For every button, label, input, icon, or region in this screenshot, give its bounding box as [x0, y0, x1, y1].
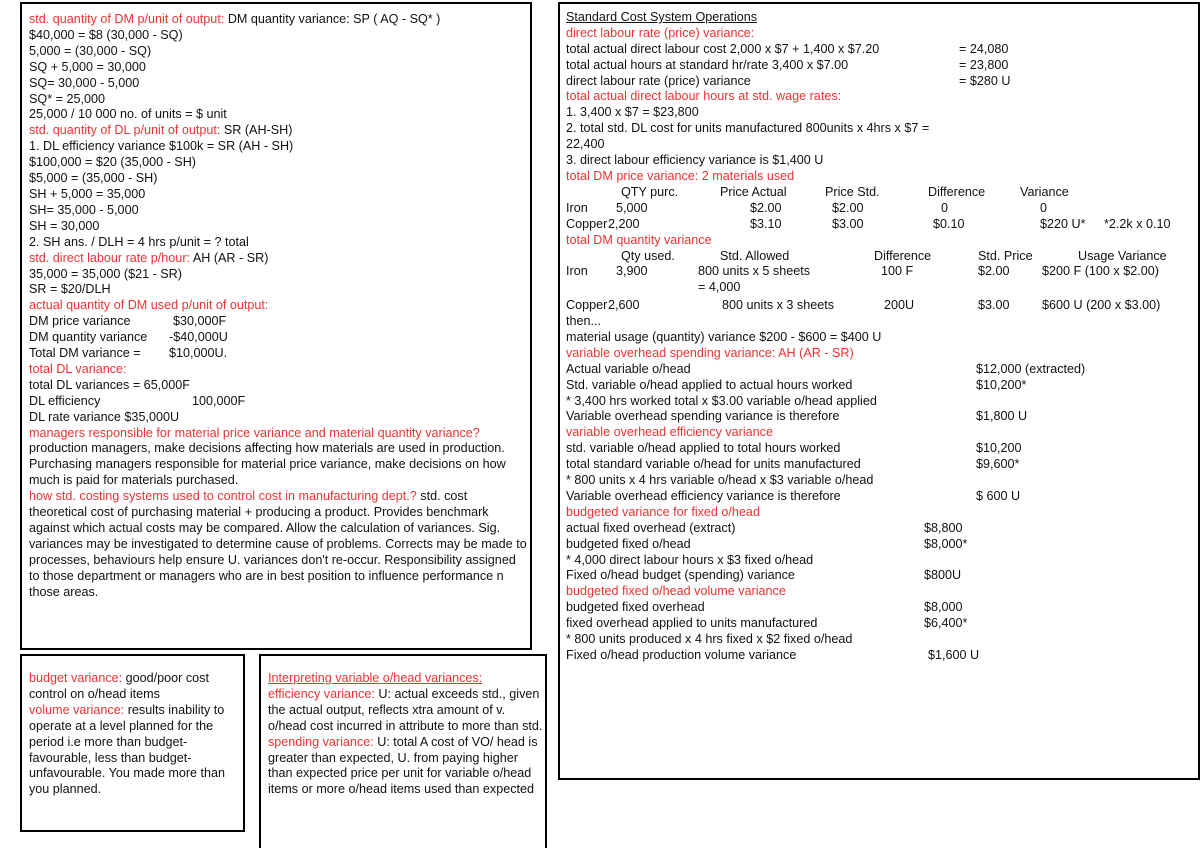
efficiency-variance-text: U: actual exceeds std., given the actual output, reflects xtra amount of v. o/head cost incurred in attribute to more than std.: [268, 686, 543, 733]
managers-question: managers responsible for material price variance and material quantity variance?: [29, 425, 480, 440]
budget-variance-text: good/poor cost control on o/head items: [29, 671, 209, 701]
then-line: then...: [566, 314, 602, 329]
interpreting-title: Interpreting variable o/head variances:: [268, 671, 483, 685]
fixed-budget-line: [566, 568, 1198, 584]
vo-efficiency-heading: variable overhead efficiency variance: [566, 425, 773, 440]
formula-line: [29, 282, 530, 298]
column-header: Std. Price: [978, 248, 1033, 263]
vo-efficiency-line: [566, 441, 1198, 457]
dm-row-value: -$40,000U: [169, 330, 228, 345]
labour-rate-line: [566, 42, 1198, 58]
column-header: Difference: [928, 184, 986, 199]
vo-spending-line: [566, 409, 1198, 425]
std-costing-question: how std. costing systems used to control cost in manufacturing dept.?: [29, 489, 417, 504]
formula-text: SQ= 30,000 - 5,000: [29, 75, 140, 90]
line-label: std. variable o/head applied to total hours worked: [566, 441, 841, 456]
std-allowed-total: = 4,000: [698, 280, 741, 295]
dm-row-value: $10,000U.: [169, 346, 228, 360]
line-label: Fixed o/head production volume variance: [566, 647, 797, 662]
box1-formula-lines: [29, 12, 530, 314]
dm-row-label: Total DM variance =: [29, 346, 141, 360]
vo-spending-line: [566, 378, 1198, 394]
dm-row-label: DM quantity variance: [29, 330, 148, 345]
spending-variance-label: spending variance:: [268, 734, 374, 749]
labour-rate-label: direct labour rate (price) variance: [566, 73, 751, 88]
table-row: [566, 201, 1198, 217]
column-header: Variance: [1020, 184, 1069, 199]
managers-answer: production managers, make decisions affecting how materials are used in production. Purchasing managers responsible for material price variance, make decisions on how much is paid for materials purchased.: [29, 441, 506, 488]
formula-line: [29, 251, 530, 267]
section-heading: std. direct labour rate p/hour:: [29, 250, 191, 265]
formula-text: $100,000 = $20 (35,000 - SH): [29, 155, 196, 170]
qty-used: 2,600: [608, 298, 640, 313]
formula-line: [29, 219, 530, 235]
line-label: * 4,000 direct labour hours x $3 fixed o/head: [566, 552, 814, 567]
vo-efficiency-line: [566, 489, 1198, 505]
formula-line: [29, 187, 530, 203]
line-value: $9,600*: [976, 457, 1020, 472]
fixed-budget-line: [566, 553, 1198, 569]
formula-line: [29, 267, 530, 283]
vo-efficiency-line: [566, 473, 1198, 489]
formula-text: SQ* = 25,000: [29, 91, 105, 106]
line-value: $8,000: [924, 600, 963, 615]
dm-row: [29, 314, 530, 330]
formula-line: [29, 60, 530, 76]
formula-text: SH = 30,000: [29, 218, 100, 233]
formula-text: SH + 5,000 = 35,000: [29, 186, 146, 201]
line-value: $10,200*: [976, 377, 1027, 392]
std-costing-answer: std. cost theoretical cost of purchasing material + producing a product. Provides benchmark against which actual costs may be compared. Allow the calculation of variances. Sig. variances may be investigated to determine cause of problems. Corrects may be made to processes, behaviours help ensure U. variances don't re-occur. Responsibility assigned to those department or managers who are in best position to influence performance n those areas.: [29, 489, 527, 599]
dm-quantity-table: [566, 249, 1198, 315]
managers-paragraph: [29, 426, 527, 490]
labour-rate-value: = 23,800: [959, 57, 1009, 72]
formula-text: SQ + 5,000 = 30,000: [29, 59, 146, 74]
material-name: Iron: [566, 200, 588, 215]
dm-row: [29, 330, 530, 346]
labour-hours-line: 1. 3,400 x $7 = $23,800: [566, 105, 699, 120]
formula-text: DM quantity variance: SP ( AQ - SQ* ): [224, 12, 441, 26]
formula-text: $5,000 = (35,000 - SH): [29, 171, 158, 186]
line-label: fixed overhead applied to units manufactured: [566, 616, 818, 631]
fixed-volume-line: [566, 600, 1198, 616]
line-label: Fixed o/head budget (spending) variance: [566, 568, 795, 583]
formula-text: 5,000 = (30,000 - SQ): [29, 43, 152, 58]
labour-rate-line: [566, 74, 1198, 90]
labour-rate-label: total actual hours at standard hr/rate 3,400 x $7.00: [566, 57, 849, 72]
fixed-volume-line: [566, 616, 1198, 632]
std-price: $2.00: [978, 264, 1010, 279]
line-value: $10,200: [976, 441, 1022, 456]
labour-hours-heading: total actual direct labour hours at std. wage rates:: [566, 89, 842, 104]
column-header: Qty used.: [621, 248, 675, 263]
formula-line: [29, 203, 530, 219]
price-std: $3.00: [832, 216, 864, 231]
labour-hours-line: 2. total std. DL cost for units manufactured 800units x 4hrs x $7 =: [566, 121, 930, 136]
qty-purchased: 5,000: [616, 200, 648, 215]
line-label: * 800 units x 4 hrs variable o/head x $3 variable o/head: [566, 473, 874, 488]
left-notes-panel: [20, 2, 532, 650]
spending-variance-note: [268, 735, 544, 799]
column-header: QTY purc.: [621, 184, 679, 199]
efficiency-variance-note: [268, 687, 544, 735]
formula-line: [29, 139, 530, 155]
line-value: $6,400*: [924, 616, 968, 631]
line-label: total standard variable o/head for units manufactured: [566, 457, 861, 472]
table-row: [566, 298, 1198, 314]
formula-text: SR = $20/DLH: [29, 282, 111, 297]
line-label: Std. variable o/head applied to actual hours worked: [566, 377, 853, 392]
usage-variance: $600 U (200 x $3.00): [1042, 298, 1161, 313]
fixed-budget-line: [566, 537, 1198, 553]
table-row-continued: [566, 280, 1198, 296]
volume-variance-label: volume variance:: [29, 702, 125, 717]
price-difference: $0.10: [933, 216, 965, 231]
dl-row-value: 100,000F: [192, 393, 246, 408]
formula-text: 25,000 / 10 000 no. of units = $ unit: [29, 107, 227, 122]
line-label: budgeted fixed overhead: [566, 600, 705, 615]
section-heading: std. quantity of DM p/unit of output:: [29, 12, 225, 26]
column-header: Price Actual: [720, 184, 787, 199]
vo-spending-heading: variable overhead spending variance: AH (AR - SR): [566, 345, 854, 360]
column-header: Difference: [874, 248, 932, 263]
std-allowed: 800 units x 5 sheets: [698, 264, 811, 279]
dm-variance-table: [29, 314, 530, 362]
budget-variance-label: budget variance:: [29, 671, 123, 685]
volume-variance-text: results inability to operate at a level planned for the period i.e more than budget- favourable, less than budget- unfavourable. You made more than you planned.: [29, 702, 226, 797]
column-header: Std. Allowed: [720, 248, 790, 263]
formula-line: [29, 123, 530, 139]
std-price: $3.00: [978, 298, 1010, 313]
formula-line: [29, 76, 530, 92]
line-label: Variable overhead efficiency variance is therefore: [566, 488, 841, 503]
labour-rate-line: [566, 58, 1198, 74]
material-name: Copper: [566, 298, 608, 313]
variance-note: *2.2k x 0.10: [1104, 216, 1171, 231]
dm-quantity-header-row: [566, 249, 1198, 265]
formula-line: [29, 28, 530, 44]
formula-text: $40,000 = $8 (30,000 - SQ): [29, 27, 183, 42]
fixed-budget-line: [566, 521, 1198, 537]
dm-row: [29, 346, 530, 362]
line-value: $8,800: [924, 520, 963, 535]
budget-variance-note: [29, 671, 241, 703]
formula-line: [29, 171, 530, 187]
price-difference: 0: [941, 200, 949, 215]
formula-text: 35,000 = 35,000 ($21 - SR): [29, 266, 182, 281]
vo-spending-line: [566, 362, 1198, 378]
formula-text: 1. DL efficiency variance $100k = SR (AH - SH): [29, 139, 294, 154]
line-label: Actual variable o/head: [566, 361, 691, 376]
price-std: $2.00: [832, 200, 864, 215]
dl-total-line: total DL variances = 65,000F: [29, 377, 190, 392]
qty-difference: 200U: [884, 298, 915, 313]
dm-price-header-row: [566, 185, 1198, 201]
section-heading: actual quantity of DM used p/unit of output:: [29, 298, 269, 313]
efficiency-variance-label: efficiency variance:: [268, 686, 375, 701]
dm-price-table: [566, 185, 1198, 233]
formula-line: [29, 92, 530, 108]
formula-line: [29, 235, 530, 251]
price-actual: $3.10: [750, 216, 782, 231]
labour-rate-value: = $280 U: [959, 73, 1011, 88]
qty-used: 3,900: [616, 264, 648, 279]
formula-text: SH= 35,000 - 5,000: [29, 202, 139, 217]
table-row: [566, 217, 1198, 233]
column-header: Usage Variance: [1078, 248, 1167, 263]
std-allowed: 800 units x 3 sheets: [722, 298, 835, 313]
dm-row-label: DM price variance: [29, 314, 131, 329]
line-value: $1,600 U: [928, 647, 980, 662]
formula-line: [29, 44, 530, 60]
section-heading: std. quantity of DL p/unit of output:: [29, 123, 221, 138]
material-name: Copper: [566, 216, 608, 231]
price-actual: $2.00: [750, 200, 782, 215]
qty-purchased: 2,200: [608, 216, 640, 231]
interpreting-variances-panel: [259, 654, 547, 848]
price-variance: $220 U*: [1040, 216, 1086, 231]
line-value: $1,800 U: [976, 409, 1028, 424]
dl-rate-line: DL rate variance $35,000U: [29, 409, 180, 424]
table-row: [566, 264, 1198, 280]
dl-row-label: DL efficiency: [29, 393, 101, 408]
labour-hours-line: 3. direct labour efficiency variance is $1,400 U: [566, 153, 824, 168]
line-label: * 800 units produced x 4 hrs fixed x $2 fixed o/head: [566, 631, 853, 646]
dl-variance-heading: total DL variance:: [29, 361, 127, 376]
spending-variance-text: U: total A cost of VO/ head is greater than expected, U. from paying higher than expected price per unit for variable o/head items or more o/head items used than expected: [268, 734, 538, 797]
usage-variance: $200 F (100 x $2.00): [1042, 264, 1159, 279]
std-costing-paragraph: [29, 489, 527, 600]
vo-efficiency-line: [566, 457, 1198, 473]
line-value: $12,000 (extracted): [976, 361, 1086, 376]
labour-rate-heading: direct labour rate (price) variance:: [566, 25, 755, 40]
dm-quantity-heading: total DM quantity variance: [566, 232, 712, 247]
line-value: $800U: [924, 568, 962, 583]
standard-cost-operations-panel: [558, 2, 1200, 780]
dl-row: [29, 394, 530, 410]
line-label: actual fixed overhead (extract): [566, 520, 736, 535]
material-name: Iron: [566, 264, 588, 279]
line-label: budgeted fixed o/head: [566, 536, 691, 551]
price-variance: 0: [1040, 200, 1048, 215]
usage-summary: material usage (quantity) variance $200 - $600 = $400 U: [566, 329, 882, 344]
line-label: Variable overhead spending variance is therefore: [566, 409, 840, 424]
labour-rate-label: total actual direct labour cost 2,000 x $7 + 1,400 x $7.20: [566, 41, 880, 56]
fixed-volume-heading: budgeted fixed o/head volume variance: [566, 584, 786, 599]
formula-text: SR (AH-SH): [220, 123, 293, 138]
dm-row-value: $30,000F: [173, 314, 227, 329]
qty-difference: 100 F: [881, 264, 914, 279]
dm-price-heading: total DM price variance: 2 materials used: [566, 169, 795, 184]
formula-line: [29, 298, 530, 314]
fixed-volume-line: [566, 648, 1198, 664]
line-label: * 3,400 hrs worked total x $3.00 variable o/head applied: [566, 393, 877, 408]
volume-variance-note: [29, 703, 241, 798]
line-value: $ 600 U: [976, 488, 1021, 503]
formula-line: [29, 107, 530, 123]
column-header: Price Std.: [825, 184, 880, 199]
formula-text: AH (AR - SR): [190, 250, 269, 265]
line-value: $8,000*: [924, 536, 968, 551]
vo-spending-line: [566, 394, 1198, 410]
labour-rate-value: = 24,080: [959, 41, 1009, 56]
panel-title: Standard Cost System Operations: [566, 10, 758, 24]
formula-text: 2. SH ans. / DLH = 4 hrs p/unit = ? total: [29, 234, 249, 249]
fixed-volume-line: [566, 632, 1198, 648]
labour-hours-line: 22,400: [566, 137, 605, 152]
budget-volume-panel: [20, 654, 245, 832]
formula-line: [29, 155, 530, 171]
fixed-budget-heading: budgeted variance for fixed o/head: [566, 504, 760, 519]
formula-line: [29, 12, 530, 28]
